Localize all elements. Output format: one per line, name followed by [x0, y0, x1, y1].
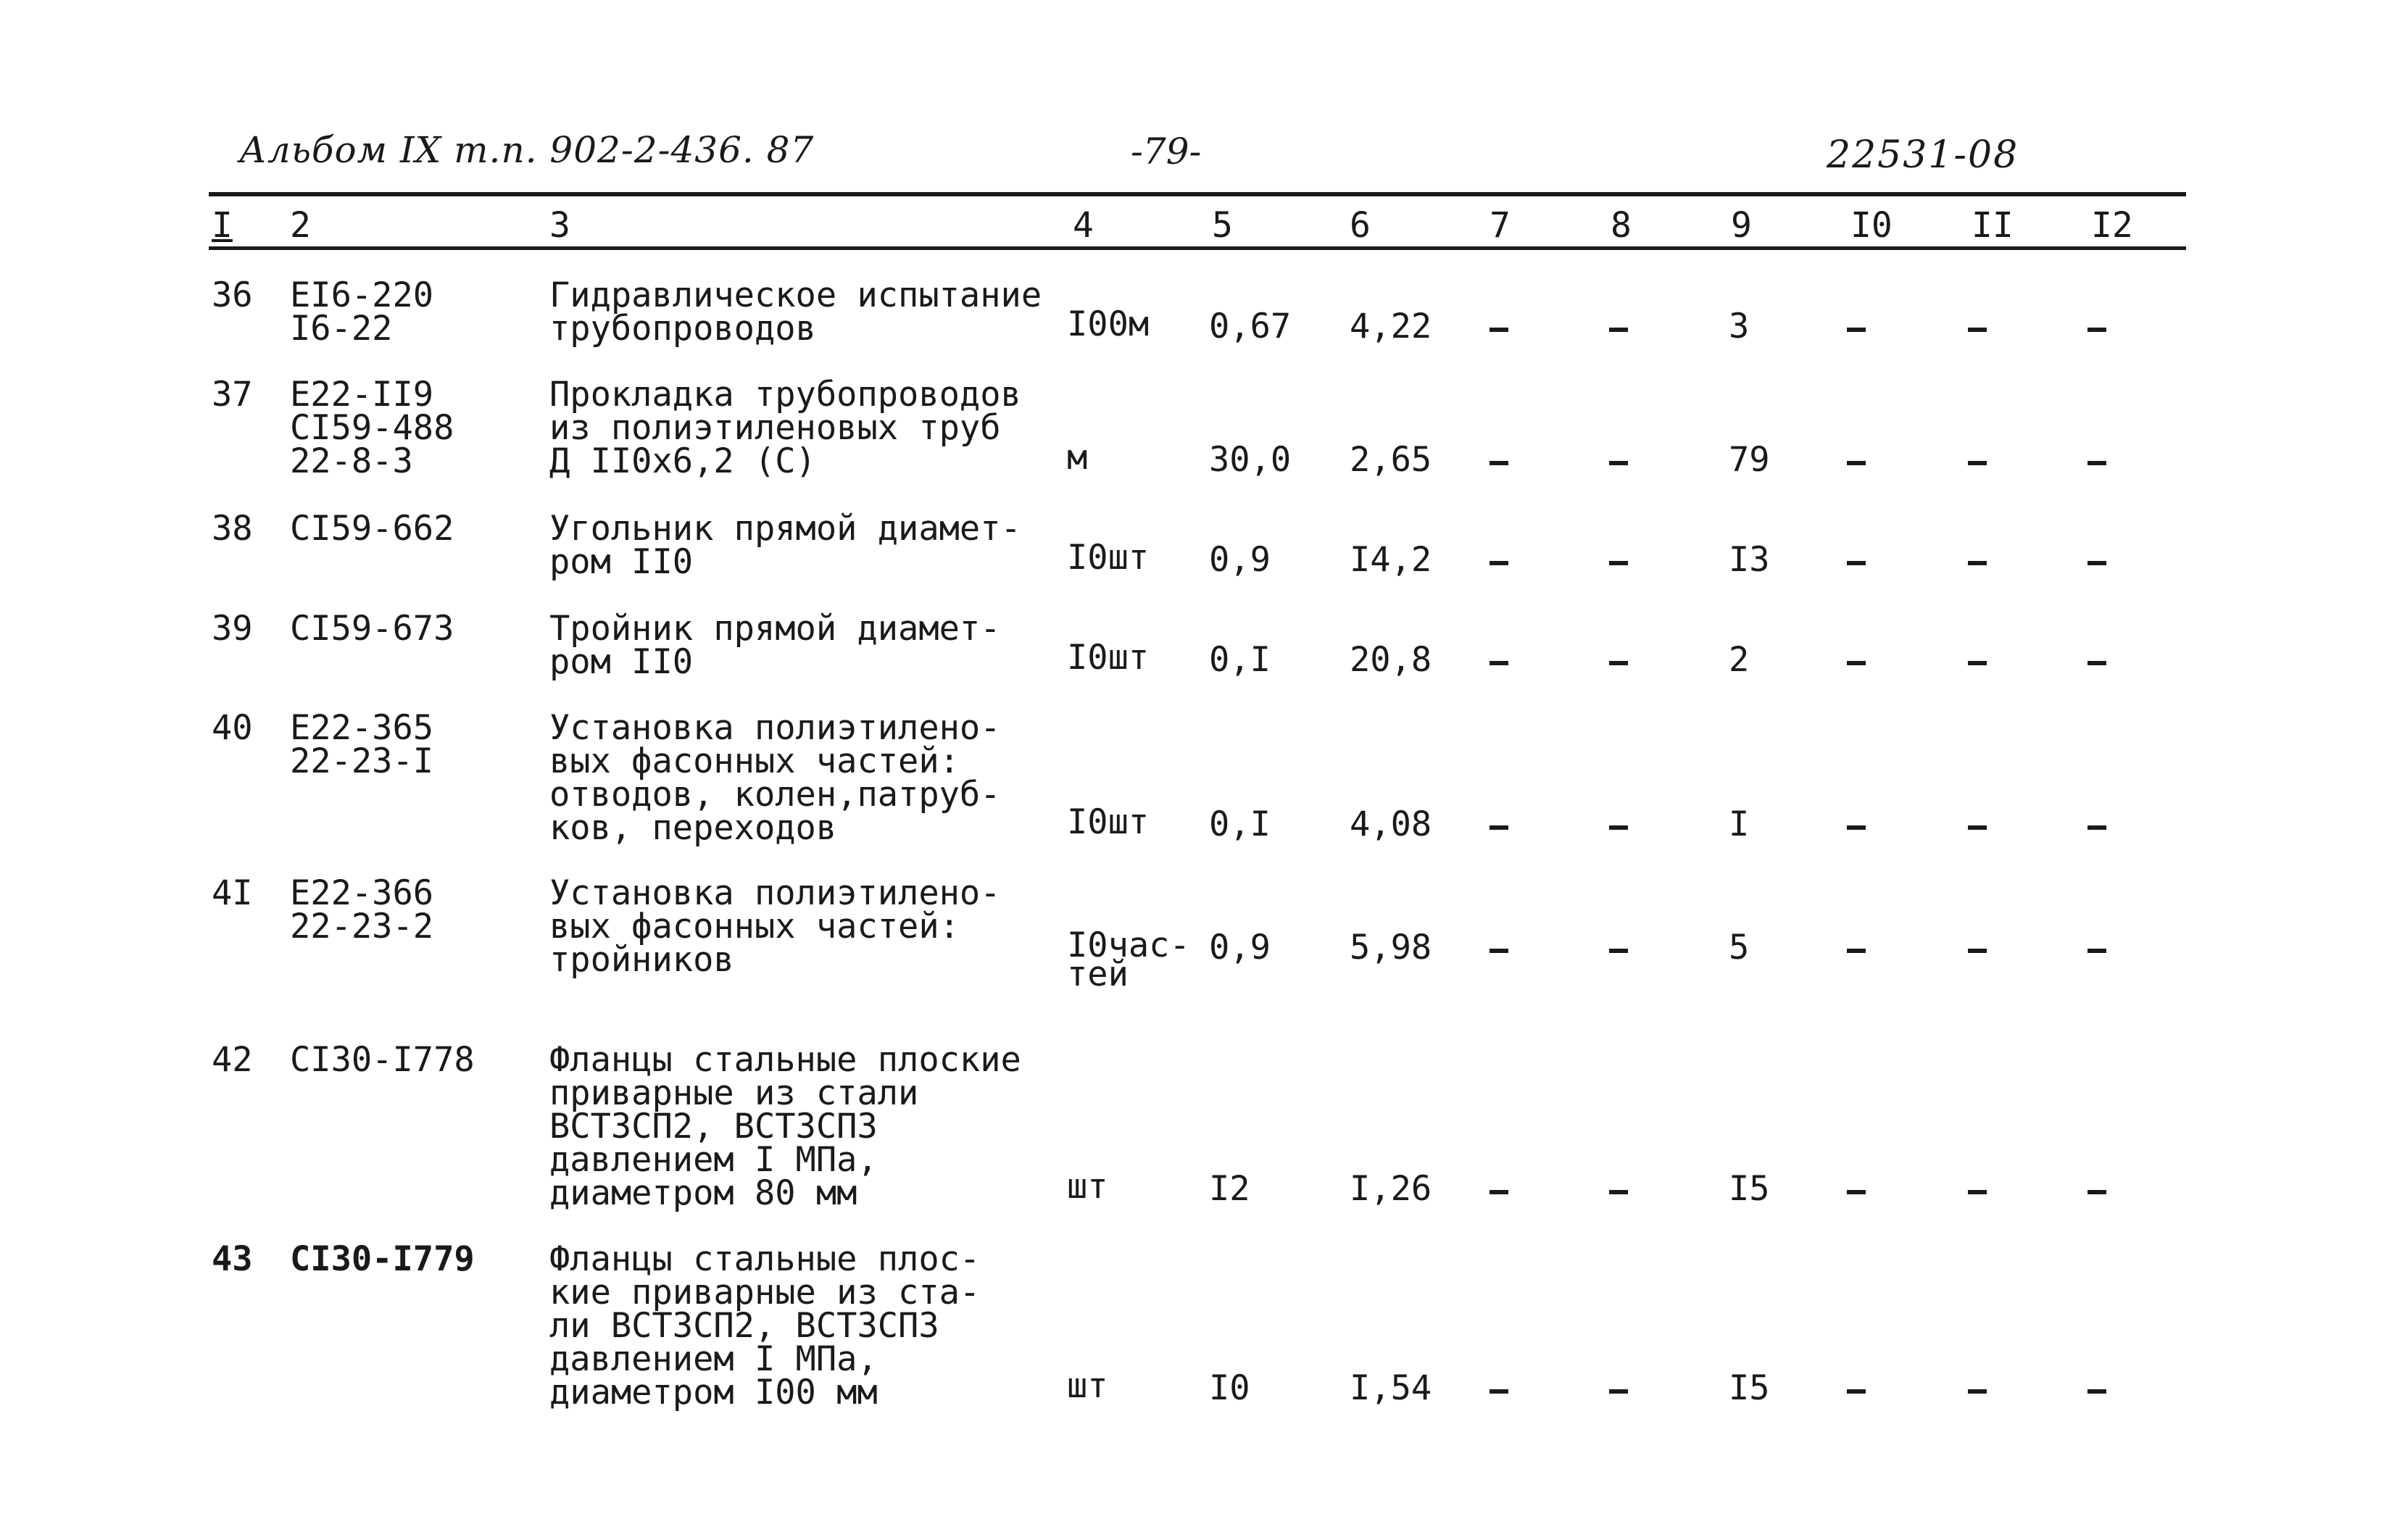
empty-dash-c11: [1968, 661, 1987, 665]
value-c6: I,26: [1350, 1169, 1432, 1209]
work-description-line: ков, переходов: [549, 808, 837, 848]
norm-code: CI30-I779: [290, 1239, 475, 1279]
column-header: 9: [1731, 205, 1752, 246]
empty-dash-c8: [1609, 661, 1628, 665]
unit-of-measure: I0шт: [1067, 538, 1150, 578]
work-description-line: ли ВСТ3СП2, ВСТ3СП3: [549, 1306, 939, 1346]
empty-dash-c10: [1847, 825, 1866, 830]
empty-dash-c10: [1847, 661, 1866, 665]
work-description-line: трубопроводов: [549, 309, 816, 349]
work-description-line: вых фасонных частей:: [549, 741, 960, 781]
empty-dash-c8: [1609, 1190, 1628, 1194]
empty-dash-c11: [1968, 949, 1987, 953]
value-c9: I5: [1729, 1368, 1770, 1408]
value-c5: I0: [1209, 1368, 1250, 1408]
work-description-line: Установка полиэтилено-: [549, 873, 1001, 913]
value-c5: 0,67: [1209, 307, 1292, 346]
norm-code: E22-II9: [290, 375, 434, 415]
norm-code: CI30-I778: [290, 1040, 475, 1080]
empty-dash-c7: [1490, 949, 1508, 953]
value-c6: 5,98: [1350, 928, 1432, 967]
work-description-line: диаметром I00 мм: [549, 1373, 878, 1412]
unit-of-measure: I0час- тей: [1067, 925, 1190, 994]
empty-dash-c11: [1968, 561, 1987, 565]
row-number: 37: [212, 375, 253, 415]
empty-dash-c10: [1847, 949, 1866, 953]
value-c6: 2,65: [1350, 440, 1432, 480]
empty-dash-c10: [1847, 561, 1866, 565]
column-header: 6: [1350, 205, 1371, 246]
column-header: I2: [2091, 205, 2133, 246]
norm-code: 22-23-2: [290, 907, 434, 946]
empty-dash-c11: [1968, 328, 1987, 332]
work-description-line: отводов, колен,патруб-: [549, 775, 1001, 815]
empty-dash-c10: [1847, 461, 1866, 465]
norm-code: I6-22: [290, 309, 393, 349]
value-c9: I5: [1729, 1169, 1770, 1209]
norm-code: CI59-662: [290, 509, 454, 549]
row-number: 39: [212, 609, 253, 649]
work-description-line: Фланцы стальные плоские: [549, 1040, 1021, 1080]
norm-code: 22-8-3: [290, 441, 413, 481]
value-c9: I3: [1729, 540, 1770, 580]
value-c9: 3: [1729, 307, 1750, 346]
column-header: 3: [549, 205, 570, 246]
work-description-line: Фланцы стальные плос-: [549, 1239, 981, 1279]
work-description-line: Установка полиэтилено-: [549, 708, 1001, 748]
norm-code: CI59-673: [290, 609, 454, 649]
empty-dash-c12: [2087, 328, 2106, 332]
row-number: 42: [212, 1040, 253, 1080]
empty-dash-c8: [1609, 1389, 1628, 1394]
empty-dash-c10: [1847, 328, 1866, 332]
value-c9: 79: [1729, 440, 1770, 480]
column-header: I0: [1850, 205, 1893, 246]
empty-dash-c8: [1609, 825, 1628, 830]
empty-dash-c7: [1490, 1190, 1508, 1194]
document-code: 22531-08: [1827, 133, 2019, 177]
value-c9: I: [1729, 804, 1750, 844]
work-description-line: вых фасонных частей:: [549, 907, 960, 946]
work-description-line: Прокладка трубопроводов: [549, 375, 1021, 415]
empty-dash-c12: [2087, 661, 2106, 665]
empty-dash-c12: [2087, 461, 2106, 465]
work-description-line: Тройник прямой диамет-: [549, 609, 1001, 649]
empty-dash-c8: [1609, 461, 1628, 465]
work-description-line: из полиэтиленовых труб: [549, 408, 1001, 448]
row-number: 36: [212, 275, 253, 315]
value-c5: 0,I: [1209, 804, 1271, 844]
empty-dash-c7: [1490, 461, 1508, 465]
row-number: 4I: [212, 873, 253, 913]
norm-code: E22-365: [290, 708, 434, 748]
row-number: 38: [212, 509, 253, 549]
value-c5: 30,0: [1209, 440, 1292, 480]
table-header-rule: [209, 246, 2186, 250]
column-header: 7: [1490, 205, 1511, 246]
row-number: 40: [212, 708, 253, 748]
column-header: 2: [290, 205, 311, 246]
norm-code: E22-366: [290, 873, 434, 913]
value-c5: I2: [1209, 1169, 1250, 1209]
table-top-rule: [209, 192, 2186, 196]
column-header: 8: [1611, 205, 1632, 246]
work-description-line: Д II0х6,2 (С): [549, 441, 816, 481]
norm-code: 22-23-I: [290, 741, 434, 781]
page-number: -79-: [1131, 130, 1202, 172]
empty-dash-c7: [1490, 1389, 1508, 1394]
empty-dash-c12: [2087, 1389, 2106, 1394]
empty-dash-c7: [1490, 561, 1508, 565]
work-description-line: кие приварные из ста-: [549, 1273, 981, 1312]
value-c5: 0,I: [1209, 640, 1271, 680]
empty-dash-c12: [2087, 949, 2106, 953]
work-description-line: ром II0: [549, 642, 694, 682]
work-description-line: тройников: [549, 940, 734, 980]
value-c6: I4,2: [1350, 540, 1432, 580]
empty-dash-c12: [2087, 1190, 2106, 1194]
value-c6: 20,8: [1350, 640, 1432, 680]
unit-of-measure: I0шт: [1067, 638, 1150, 678]
empty-dash-c11: [1968, 1389, 1987, 1394]
value-c9: 5: [1729, 928, 1750, 967]
work-description-line: диаметром 80 мм: [549, 1173, 857, 1213]
empty-dash-c11: [1968, 1190, 1987, 1194]
work-description-line: Гидравлическое испытание: [549, 275, 1042, 315]
empty-dash-c11: [1968, 825, 1987, 830]
empty-dash-c12: [2087, 561, 2106, 565]
unit-of-measure: м: [1067, 438, 1088, 478]
work-description-line: ром II0: [549, 542, 694, 582]
empty-dash-c8: [1609, 561, 1628, 565]
column-header: 4: [1073, 205, 1094, 246]
unit-of-measure: шт: [1067, 1366, 1108, 1406]
column-header: I: [212, 205, 233, 246]
empty-dash-c11: [1968, 461, 1987, 465]
empty-dash-c7: [1490, 328, 1508, 332]
empty-dash-c10: [1847, 1389, 1866, 1394]
work-description-line: Угольник прямой диамет-: [549, 509, 1021, 549]
value-c9: 2: [1729, 640, 1750, 680]
norm-code: CI59-488: [290, 408, 454, 448]
empty-dash-c12: [2087, 825, 2106, 830]
unit-of-measure: шт: [1067, 1167, 1108, 1207]
value-c6: I,54: [1350, 1368, 1432, 1408]
value-c5: 0,9: [1209, 928, 1271, 967]
value-c6: 4,22: [1350, 307, 1432, 346]
empty-dash-c7: [1490, 661, 1508, 665]
work-description-line: приварные из стали: [549, 1073, 919, 1113]
column-header: II: [1972, 205, 2014, 246]
column-header: 5: [1212, 205, 1233, 246]
value-c6: 4,08: [1350, 804, 1432, 844]
value-c5: 0,9: [1209, 540, 1271, 580]
empty-dash-c8: [1609, 949, 1628, 953]
work-description-line: давлением I МПа,: [549, 1339, 878, 1379]
work-description-line: ВСТ3СП2, ВСТ3СП3: [549, 1107, 878, 1146]
empty-dash-c10: [1847, 1190, 1866, 1194]
empty-dash-c8: [1609, 328, 1628, 332]
album-reference: Альбом IX т.п. 902-2-436. 87: [239, 129, 815, 171]
row-number: 43: [212, 1239, 253, 1279]
unit-of-measure: I0шт: [1067, 802, 1150, 842]
work-description-line: давлением I МПа,: [549, 1140, 878, 1180]
unit-of-measure: I00м: [1067, 304, 1150, 344]
norm-code: EI6-220: [290, 275, 434, 315]
empty-dash-c7: [1490, 825, 1508, 830]
